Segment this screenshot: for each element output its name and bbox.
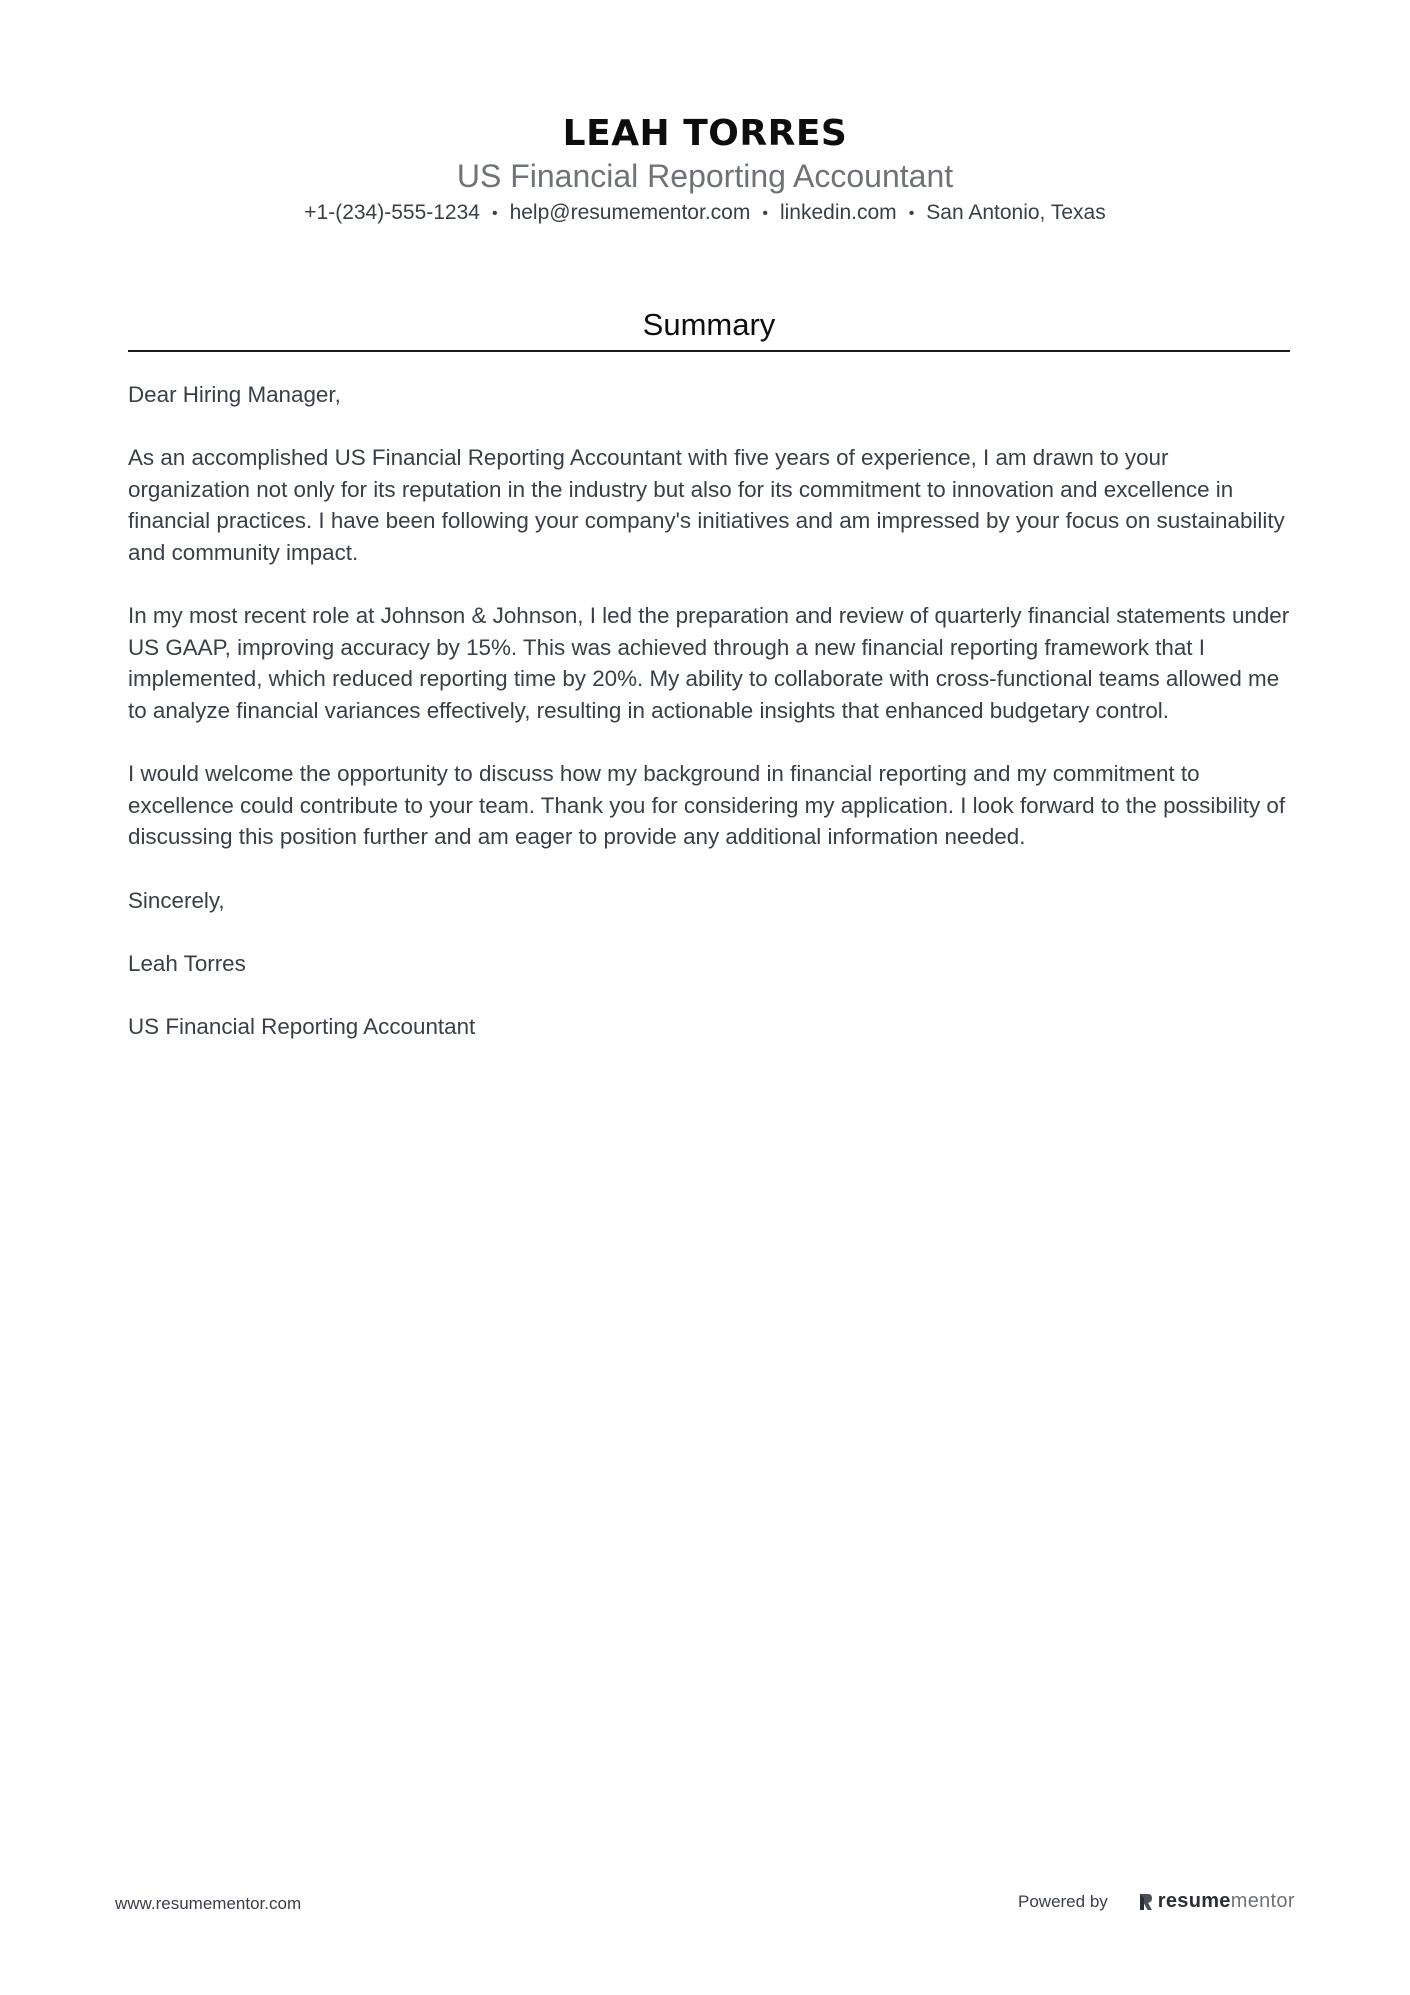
letter-paragraph-3: I would welcome the opportunity to discuss how my background in financial reporting and my commitment to excellence could contribute to your team. Thank you for considering my application. I look forward to the possibility of discussing this position further and am eager to provide any additional information needed.: [128, 761, 1286, 850]
footer-branding: [1018, 1890, 1295, 1913]
contact-location: San Antonio, Texas: [926, 201, 1106, 224]
brand-logo: [1138, 1890, 1295, 1913]
letter-greeting: Dear Hiring Manager,: [128, 382, 341, 407]
letter-closing: Sincerely,: [128, 887, 225, 913]
candidate-name: LEAH TORRES: [562, 113, 848, 154]
footer-website: www.resumementor.com: [115, 1894, 302, 1913]
signature-name: Leah Torres: [128, 950, 246, 976]
contact-linkedin: linkedin.com: [779, 201, 897, 224]
powered-by-label: Powered by: [1018, 1891, 1108, 1911]
contact-separator: •: [762, 205, 768, 222]
contact-line: [0, 199, 1410, 228]
candidate-title: US Financial Reporting Accountant: [456, 158, 954, 194]
brand-wordmark-light: mentor: [1230, 1890, 1295, 1912]
header: [0, 112, 1410, 228]
letter-paragraph-2: In my most recent role at Johnson & Johnson, I led the preparation and review of quarterly financial statements under US GAAP, improving accuracy by 15%. This was achieved through a new financial reporting framework that I implemented, which reduced reporting time by 20%. My ability to collaborate with cross-functional teams allowed me to analyze financial variances effectively, resulting in actionable insights that enhanced budgetary control.: [128, 603, 1290, 723]
resumementor-logo-icon: [1138, 1892, 1154, 1912]
contact-separator: •: [908, 205, 915, 222]
brand-wordmark: [1158, 1890, 1295, 1913]
contact-email: help@resumementor.com: [509, 201, 751, 224]
brand-wordmark-bold: resume: [1157, 1890, 1231, 1912]
signature-title: US Financial Reporting Accountant: [128, 1013, 476, 1039]
letter-body: [128, 379, 1293, 1074]
letter-paragraph-1: As an accomplished US Financial Reporting Accountant with five years of experience, I am drawn to your organization not only for its reputation in the industry but also for its commitment to innovation and excellence in financial practices. I have been following your company's initiatives and am impressed by your focus on sustainability and community impact.: [128, 445, 1285, 565]
section-title-summary: Summary: [642, 307, 776, 342]
section-divider: [128, 350, 1290, 352]
contact-separator: •: [491, 205, 498, 222]
contact-phone: +1-(234)-555-1234: [304, 201, 480, 224]
